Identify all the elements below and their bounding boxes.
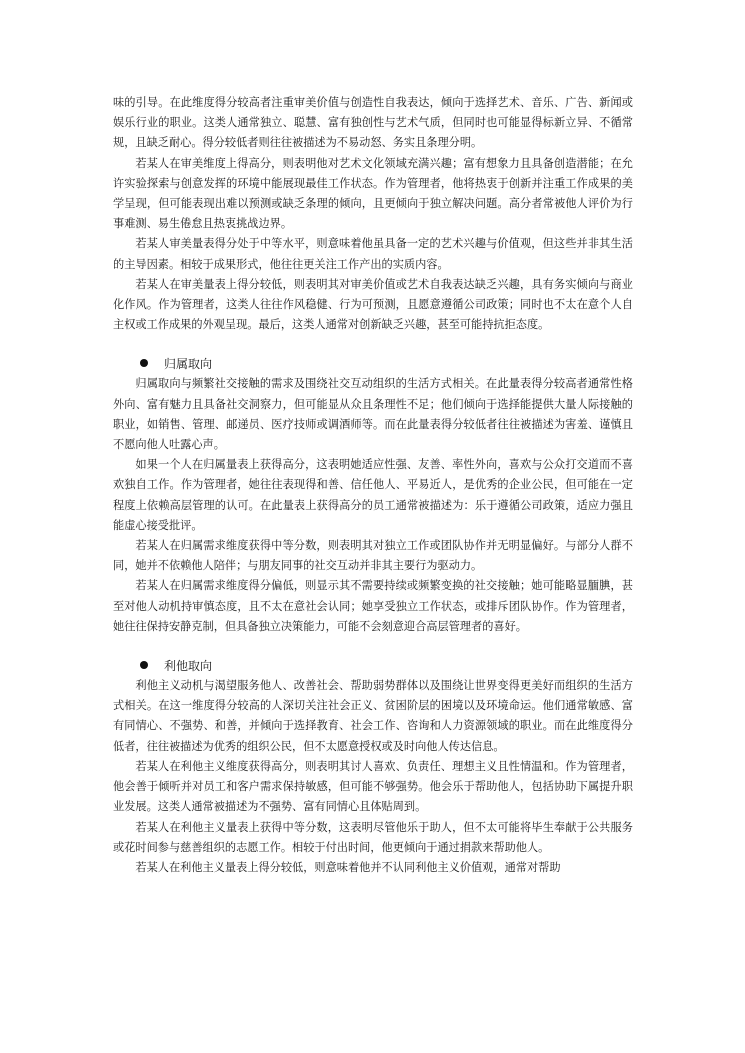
section-heading: [113, 654, 633, 676]
paragraph: 若某人审美量表得分处于中等水平，则意味着他虽具备一定的艺术兴趣与价值观，但这些并非其生活的主导因素。相较于成果形式，他往往更关注工作产出的实质内容。: [113, 237, 633, 271]
aesthetic-section-continued: [113, 93, 633, 335]
paragraph: 若某人在归属需求维度获得中等分数，则表明其对独立工作或团队协作并无明显偏好。与部分人群不同，她并不依赖他人陪伴；与朋友同事的社交互动并非其主要行为驱动力。: [113, 539, 633, 573]
bullet-icon: [140, 661, 148, 669]
document-page: [113, 93, 633, 878]
paragraph: 若某人在审美维度上得高分，则表明他对艺术文化领域充满兴趣；富有想象力且具备创造潜能；在允许实验探索与创意发挥的环境中能展现最佳工作状态。作为管理者，他将热衷于创新并注重工作成果的美学呈现，但可能表现出难以预测或缺乏条理的倾向，且更倾向于独立解决问题。高分者常被他人评价为行事难测、易生倦怠且热衷挑战边界。: [113, 156, 633, 231]
paragraph: 若某人在利他主义量表上获得中等分数，这表明尽管他乐于助人，但不太可能将毕生奉献于公共服务或花时间参与慈善组织的志愿工作。相较于付出时间，他更倾向于通过捐款来帮助他人。: [113, 820, 633, 854]
paragraph: 利他主义动机与渴望服务他人、改善社会、帮助弱势群体以及围绕让世界变得更美好而组织的生活方式相关。在这一维度得分较高的人深切关注社会正义、贫困阶层的困境以及环境命运。他们通常敏感、富有同情心、不强势、和善，并倾向于选择教育、社会工作、咨询和人力资源领域的职业。而在此维度得分低者，往往被描述为优秀的组织公民，但不太愿意授权或及时向他人传达信息。: [113, 679, 633, 753]
paragraph: 若某人在利他主义量表上得分较低，则意味着他并不认同利他主义价值观，通常对帮助: [135, 860, 561, 874]
paragraph: 如果一个人在归属量表上获得高分，这表明她适应性强、友善、率性外向，喜欢与公众打交道而不喜欢独自工作。作为管理者，她往往表现得和善、信任他人、平易近人，是优秀的企业公民，但可能在一定程度上依赖高层管理的认可。在此量表上获得高分的员工通常被描述为：乐于遵循公司政策，适应力强且能虚心接受批评。: [113, 458, 633, 532]
paragraph: 归属取向与频繁社交接触的需求及围绕社交互动组织的生活方式相关。在此量表得分较高者通常性格外向、富有魅力且具备社交洞察力，但可能显从众且条理性不足；他们倾向于选择能提供大量人际接触的职业，如销售、管理、邮递员、医疗技师或调酒师等。而在此量表得分较低者往往被描述为害羞、谨慎且不愿向他人吐露心声。: [113, 377, 633, 452]
section-heading: [113, 352, 633, 374]
altruism-section: [113, 654, 633, 878]
bullet-icon: [140, 359, 148, 367]
paragraph: 味的引导。在此维度得分较高者注重审美价值与创造性自我表达，倾向于选择艺术、音乐、广告、新闻或娱乐行业的职业。这类人通常独立、聪慧、富有独创性与艺术气质，但同时也可能显得标新立异、不循常规，且缺乏耐心。得分较低者则往往被描述为不易动怒、务实且条理分明。: [113, 96, 633, 150]
paragraph: 若某人在归属需求维度得分偏低，则显示其不需要持续或频繁变换的社交接触；她可能略显腼腆，甚至对他人动机持审慎态度，且不太在意社会认同；她享受独立工作状态，或排斥团队协作。作为管理者，她往往保持安静克制，但具备独立决策能力，可能不会刻意迎合高层管理者的喜好。: [113, 579, 633, 633]
affiliation-section: [113, 352, 633, 637]
paragraph: 若某人在审美量表上得分较低，则表明其对审美价值或艺术自我表达缺乏兴趣，具有务实倾向与商业化作风。作为管理者，这类人往往作风稳健、行为可预测，且愿意遵循公司政策；同时也不太在意个人自主权或工作成果的外观呈现。最后，这类人通常对创新缺乏兴趣，甚至可能持抗拒态度。: [113, 277, 633, 332]
section-title: 利他取向: [164, 658, 213, 673]
paragraph: 若某人在利他主义维度获得高分，则表明其讨人喜欢、负责任、理想主义且性情温和。作为管理者，他会善于倾听并对员工和客户需求保持敏感，但可能不够强势。他会乐于帮助他人，包括协助下属提升职业发展。这类人通常被描述为不强势、富有同情心且体贴周到。: [113, 759, 633, 814]
section-title: 归属取向: [164, 356, 213, 371]
